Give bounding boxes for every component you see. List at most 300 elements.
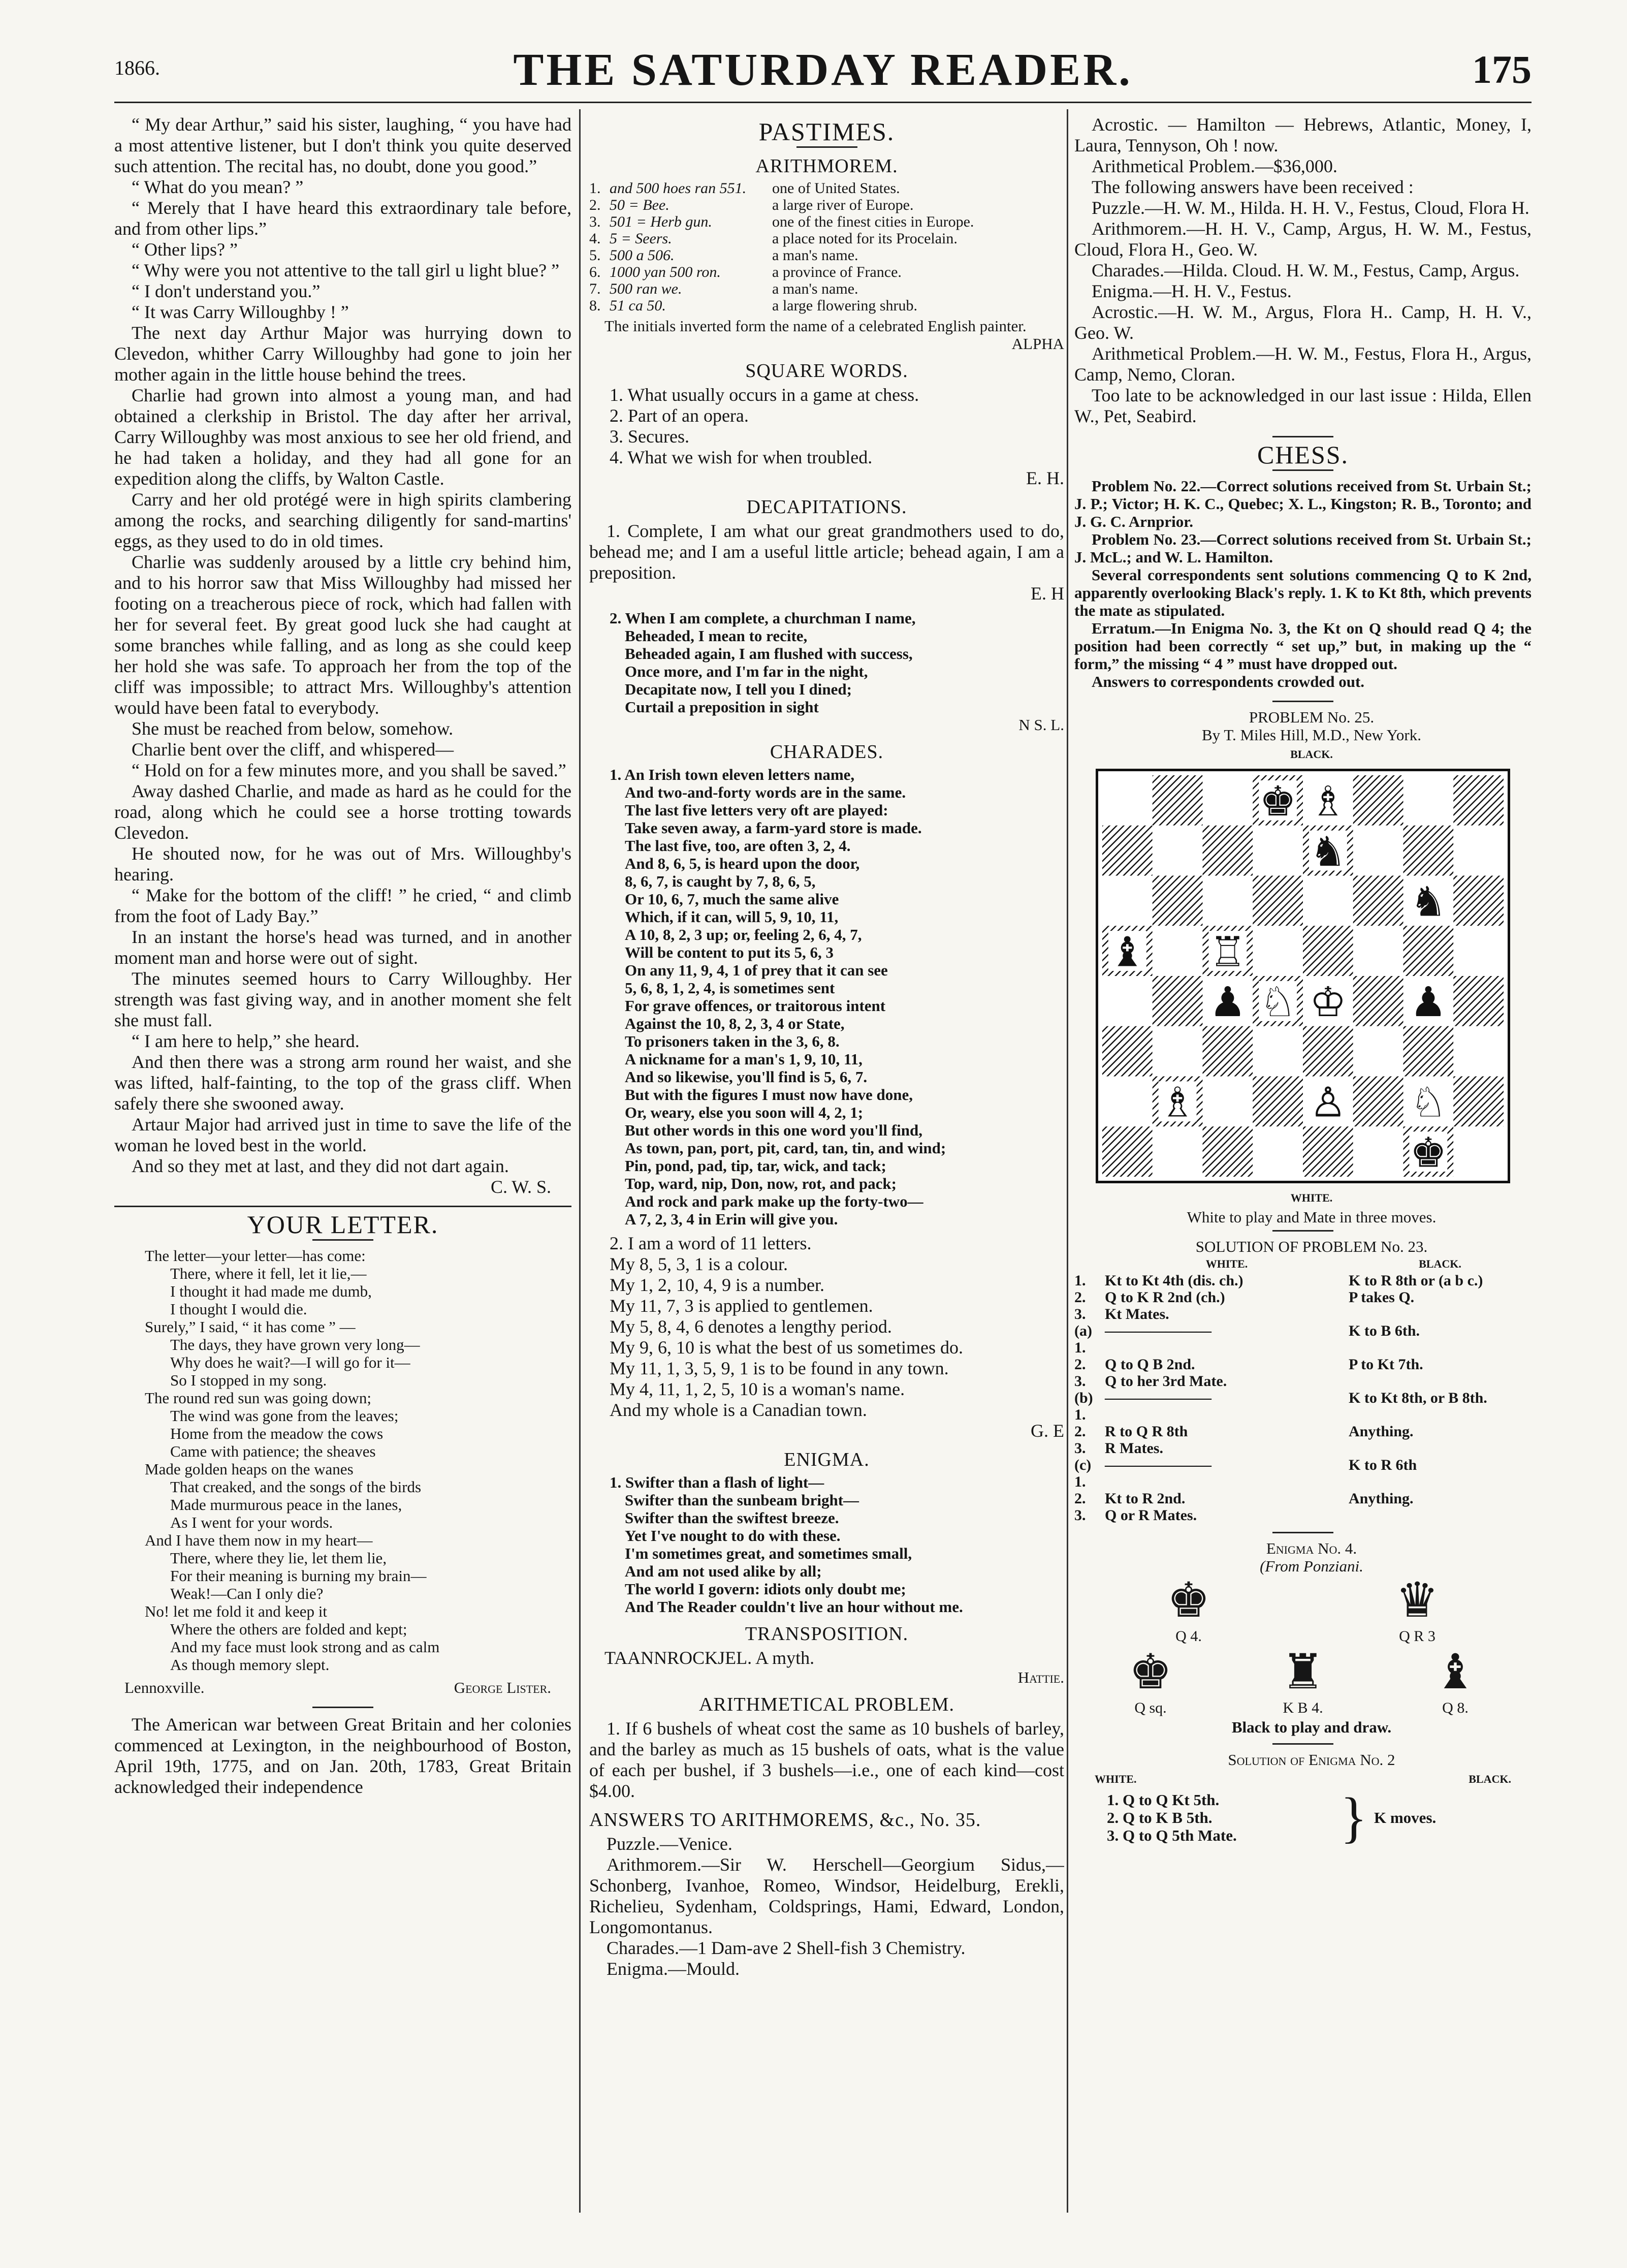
arith-clue: 501 = Herb gun. (610, 213, 712, 230)
answers-received-line: Charades.—Hilda. Cloud. H. W. M., Festus, Camp, Argus. (1092, 260, 1520, 280)
solution-black: P to Kt 7th. (1349, 1356, 1423, 1373)
story-paragraph: “ Why were you not attentive to the tall girl u light blue? ” (132, 260, 560, 280)
charade-line: 1. An Irish town eleven letters name, (610, 766, 855, 783)
enigma2-title: Solution of Enigma No. 2 (1228, 1751, 1395, 1769)
decapitation-line: Decapitate now, I tell you I dined; (625, 680, 852, 698)
board-square (1102, 976, 1153, 1026)
square-word: 1. What usually occurs in a game at chess. (610, 385, 919, 405)
board-square (1253, 1126, 1303, 1177)
enigma-line: Swifter than the sunbeam bright— (625, 1491, 859, 1509)
solution-white: Kt Mates. (1105, 1306, 1169, 1322)
chess-board (1096, 769, 1510, 1183)
problem-title: PROBLEM No. 25. (1249, 708, 1375, 726)
solution-white: Q to K R 2nd (ch.) (1105, 1289, 1225, 1306)
charade-line: 2. I am a word of 11 letters. (610, 1233, 812, 1253)
answers-title: ANSWERS TO ARITHMOREMS, &c., No. 35. (589, 1809, 981, 1831)
board-square (1203, 1026, 1253, 1077)
enigma2-move: 1. Q to Q Kt 5th. (1107, 1790, 1220, 1809)
solution-black (1349, 1440, 1532, 1457)
poem-line: There, where they lie, let them lie, (170, 1549, 387, 1567)
enigma4-square-label: Q sq. (1134, 1699, 1167, 1716)
arith-answer: a large flowering shrub. (772, 297, 918, 314)
board-square (1353, 1077, 1403, 1127)
charade-line: Pin, pond, pad, tip, tar, wick, and tack; (625, 1157, 886, 1175)
poem-line: As I went for your words. (170, 1514, 333, 1531)
answers-received-line: Arithmetical Problem.—$36,000. (1092, 156, 1337, 176)
board-square (1253, 926, 1303, 976)
poem-line: For their meaning is burning my brain— (170, 1567, 427, 1585)
enigma4-piece (1167, 1575, 1210, 1647)
arith-num: 4. (589, 230, 601, 247)
enigma-title: ENIGMA. (784, 1449, 870, 1470)
column-chess (1074, 114, 1532, 2213)
solution-num: 3. (1074, 1306, 1086, 1322)
title-rule (1272, 469, 1333, 471)
solution-white: Kt to Kt 4th (dis. ch.) (1105, 1272, 1243, 1289)
problem-caption: White to play and Mate in three moves. (1187, 1208, 1437, 1226)
story-text (114, 114, 571, 1177)
charade-line: Against the 10, 8, 2, 3, 4 or State, (625, 1015, 845, 1032)
answers-received-line: Too late to be acknowledged in our last issue : Hilda, Ellen W., Pet, Seabird. (1074, 385, 1532, 426)
chess-piece-icon: ♜ (1281, 1645, 1325, 1699)
decapitation-2 (589, 609, 1064, 716)
chess-piece-black: ♚ (1410, 1129, 1447, 1177)
board-square (1453, 1077, 1504, 1127)
board-square (1453, 1026, 1504, 1077)
transposition-signature: Hattie. (1017, 1668, 1064, 1686)
decapitation-line: Beheaded, I mean to recite, (625, 627, 808, 645)
arith-answer: a place noted for its Procelain. (772, 230, 958, 247)
enigma2-move: 2. Q to K B 5th. (1107, 1808, 1213, 1826)
charade-line: To prisoners taken in the 3, 6, 8. (625, 1032, 840, 1050)
charade-line: Take seven away, a farm-yard store is made. (625, 819, 922, 837)
solution-black: K to R 8th or (a b c.) (1349, 1272, 1483, 1289)
charade-line: My 11, 1, 3, 5, 9, 1 is to be found in any town. (610, 1358, 949, 1378)
answer-line: Enigma.—Mould. (607, 1959, 740, 1979)
poem-author: George Lister. (454, 1679, 551, 1696)
board-square (1253, 1026, 1303, 1077)
enigma2-black-head: BLACK. (1469, 1773, 1511, 1785)
solution-title: SOLUTION OF PROBLEM No. 23. (1195, 1238, 1428, 1255)
solution-black (1349, 1507, 1532, 1524)
story-paragraph: “ Make for the bottom of the cliff! ” he cried, “ and climb from the foot of Lady Bay.” (114, 885, 571, 926)
page-number: 175 (1472, 47, 1532, 91)
section-rule (312, 1707, 373, 1708)
board-square (1203, 775, 1253, 826)
charade-line: But other words in this one word you'll find, (625, 1121, 922, 1139)
charade-line: My 9, 6, 10 is what the best of us sometimes do. (610, 1337, 963, 1358)
charade-line: My 1, 2, 10, 4, 9 is a number. (610, 1275, 824, 1295)
board-square (1303, 1126, 1353, 1177)
solution-white: R Mates. (1105, 1440, 1163, 1457)
column-rule (579, 109, 581, 2213)
solution-black (1349, 1373, 1532, 1390)
board-square (1403, 1026, 1454, 1077)
solution-num: (b) 1. (1074, 1390, 1093, 1423)
solution-white: Q or R Mates. (1105, 1507, 1197, 1524)
square-word: 4. What we wish for when troubled. (610, 447, 873, 467)
charade-line: 5, 6, 8, 1, 2, 4, is sometimes sent (625, 979, 835, 997)
enigma4-square-label: Q R 3 (1399, 1628, 1435, 1645)
board-square (1102, 775, 1153, 826)
poem-line: The round red sun was going down; (145, 1389, 371, 1407)
enigma-line: I'm sometimes great, and sometimes small, (625, 1545, 912, 1562)
charade-line: My 8, 5, 3, 1 is a colour. (610, 1254, 788, 1274)
arithmorem-title: ARITHMOREM. (755, 155, 898, 177)
poem-line: As though memory slept. (170, 1656, 330, 1674)
solution-black: K to B 6th. (1349, 1322, 1420, 1339)
story-paragraph: And then there was a strong arm round her waist, and she was lifted, half-fainting, to the top of the grass cliff. When safely there she swooned away. (114, 1052, 571, 1114)
poem-place: Lennoxville. (124, 1679, 205, 1696)
charade-line: And two-and-forty words are in the same. (625, 783, 906, 801)
board-square (1153, 1126, 1203, 1177)
enigma-line: The world I govern: idiots only doubt me; (625, 1580, 906, 1598)
chess-note: Answers to correspondents crowded out. (1092, 673, 1365, 690)
board-square (1303, 1026, 1353, 1077)
arith-clue: 500 a 506. (610, 247, 675, 264)
arithmorem-signature: ALPHA (1011, 335, 1064, 353)
chess-piece-white: ♖ (1209, 928, 1247, 976)
answer-line: Puzzle.—Venice. (607, 1834, 732, 1854)
column-pastimes (589, 114, 1064, 2213)
chess-piece-white: ♗ (1310, 778, 1347, 826)
story-paragraph: “ I am here to help,” she heard. (132, 1031, 360, 1051)
enigma4-square-label: Q 8. (1442, 1699, 1469, 1716)
solution-num: 2. (1074, 1289, 1086, 1306)
answers-received-line: Acrostic.—H. W. M., Argus, Flora H.. Camp, H. H. V., Geo. W. (1074, 302, 1532, 343)
arith-answer: a province of France. (772, 264, 902, 280)
decapitations-title: DECAPITATIONS. (746, 496, 907, 518)
poem-line: The wind was gone from the leaves; (170, 1407, 399, 1425)
charade-line: The last five letters very oft are played: (625, 801, 888, 819)
decapitation-line: Once more, and I'm far in the night, (625, 663, 868, 680)
charade-2 (589, 1233, 1064, 1421)
charade-line: A 10, 8, 2, 3 up; or, feeling 2, 6, 4, 7, (625, 926, 862, 943)
enigma2-moves (1090, 1791, 1333, 1844)
enigma4-piece (1395, 1575, 1439, 1647)
poem-line: Where the others are folded and kept; (170, 1620, 407, 1638)
charade-line: A 7, 2, 3, 4 in Erin will give you. (625, 1210, 838, 1228)
poem-line: I thought it had made me dumb, (170, 1282, 372, 1300)
arithmetical-problem-text: 1. If 6 bushels of wheat cost the same as 10 bushels of barley, and the barley as much as 15 bushels of oats, what is the value of each per bushel, if 3 bushels—i.e., one of each kind—cost $4.00. (589, 1718, 1064, 1801)
problem-author: By T. Miles Hill, M.D., New York. (1201, 726, 1422, 744)
enigma-line: Yet I've nought to do with these. (625, 1527, 841, 1545)
poem-line: Why does he wait?—I will go for it— (170, 1353, 410, 1371)
charade-line: And rock and park make up the forty-two— (625, 1192, 923, 1210)
board-square (1353, 876, 1403, 926)
story-paragraph: She must be reached from below, somehow. (132, 718, 454, 739)
story-paragraph: Artaur Major had arrived just in time to save the life of the woman he loved best in the world. (114, 1114, 571, 1155)
chess-piece-black: ♟ (1410, 979, 1447, 1026)
answers-received-line: Enigma.—H. H. V., Festus. (1092, 281, 1292, 301)
masthead (114, 41, 1532, 103)
charades-title: CHARADES. (770, 741, 884, 763)
charade-line: And so likewise, you'll find is 5, 6, 7. (625, 1068, 868, 1086)
poem-line: And my face must look strong and as calm (170, 1638, 440, 1656)
story-paragraph: And so they met at last, and they did not dart again. (132, 1156, 509, 1176)
poem-line: That creaked, and the songs of the birds (170, 1478, 422, 1496)
enigma4-row-1 (1074, 1575, 1532, 1647)
decapitation-1-signature: E. H (1031, 583, 1064, 604)
arith-answer: one of United States. (772, 180, 900, 197)
enigma-line: 1. Swifter than a flash of light— (610, 1473, 824, 1491)
chess-piece-black: ♝ (1109, 928, 1146, 976)
poem-line: The letter—your letter—has come: (145, 1247, 366, 1265)
charade-line: 8, 6, 7, is caught by 7, 8, 6, 5, (625, 872, 816, 890)
enigma2-move: 3. Q to Q 5th Mate. (1107, 1826, 1237, 1844)
board-square (1153, 1026, 1203, 1077)
chess-note: Problem No. 23.—Correct solutions received from St. Urbain St.; J. McL.; and W. L. Hamilton. (1074, 530, 1532, 566)
enigma4-caption: Black to play and draw. (1231, 1718, 1392, 1736)
board-square (1102, 876, 1153, 926)
poem-line: Weak!—Can I only die? (170, 1585, 324, 1602)
poem-line: There, where it fell, let it lie,— (170, 1265, 367, 1282)
poem-line: And I have them now in my heart— (145, 1531, 373, 1549)
story-paragraph: “ My dear Arthur,” said his sister, laughing, “ you have had a most attentive listener, but I don't think you quite deserved such attention. The recital has, no doubt, done you good.” (114, 114, 571, 176)
chess-note: Problem No. 22.—Correct solutions received from St. Urbain St.; J. P.; Victor; H. K. C., Quebec; X. L., Kingston; R. B., Toronto; and J. G. C. Arnprior. (1074, 477, 1532, 530)
arith-clue: and 500 hoes ran 551. (610, 180, 747, 197)
board-square (1153, 976, 1203, 1026)
transposition-text: TAANNROCKJEL. A myth. (604, 1648, 815, 1668)
solution-white: Kt to R 2nd. (1105, 1490, 1186, 1507)
solution-white: Q to Q B 2nd. (1105, 1356, 1195, 1373)
board-square (1203, 876, 1253, 926)
answer-line: Arithmorem.—Sir W. Herschell—Georgium Sidus,—Schonberg, Ivanhoe, Romeo, Windsor, Heidelburg, Erekli, Richelieu, Sydenham, Coldsprings, Hami, Edward, London, Longomontanus. (589, 1854, 1064, 1937)
chess-piece-black: ♟ (1209, 979, 1247, 1026)
black-label: BLACK. (1290, 748, 1333, 761)
arith-clue: 51 ca 50. (610, 297, 666, 314)
enigma4-row-2 (1074, 1647, 1532, 1718)
decapitation-line: Beheaded again, I am flushed with success, (625, 645, 913, 663)
board-square (1203, 826, 1253, 876)
chess-piece-white: ♔ (1310, 979, 1347, 1026)
poem-line: Made murmurous peace in the lanes, (170, 1496, 402, 1514)
arith-clue: 1000 yan 500 ron. (610, 264, 721, 280)
story-paragraph: Charlie bent over the cliff, and whispered— (132, 739, 454, 760)
solution-num: 2. (1074, 1356, 1086, 1373)
solution-num: (a) 1. (1074, 1322, 1092, 1356)
enigma-line: And am not used alike by all; (625, 1562, 822, 1580)
story-paragraph: The minutes seemed hours to Carry Willoughby. Her strength was fast giving way, and in another moment she felt she must fall. (114, 968, 571, 1030)
solution-white: ——————— (1105, 1457, 1211, 1473)
story-paragraph: “ Merely that I have heard this extraordinary tale before, and from other lips.” (114, 198, 571, 239)
board-square (1453, 976, 1504, 1026)
board-square (1253, 876, 1303, 926)
board-square (1203, 1077, 1253, 1127)
charade-line: My 11, 7, 3 is applied to gentlemen. (610, 1296, 873, 1316)
charade-line: Will be content to put its 5, 6, 3 (625, 943, 834, 961)
square-word: 2. Part of an opera. (610, 405, 749, 426)
chess-note: Erratum.—In Enigma No. 3, the Kt on Q should read Q 4; the position had been correctly “ set up,” but, in making up the “ form,” the missing “ 4 ” must have dropped out. (1074, 619, 1532, 673)
poem-line: The days, they have grown very long— (170, 1336, 420, 1353)
solution-num: 1. (1074, 1272, 1086, 1289)
arith-answer: one of the finest cities in Europe. (772, 213, 974, 230)
decapitation-1: 1. Complete, I am what our great grandmothers used to do, behead me; and I am a useful little article; behead again, I am a preposition. (589, 521, 1064, 583)
charade-line: For grave offences, or traitorous intent (625, 997, 886, 1015)
charade-line: A nickname for a man's 1, 9, 10, 11, (625, 1050, 863, 1068)
section-rule (114, 1206, 571, 1207)
solution-black: K to Kt 8th, or B 8th. (1349, 1390, 1487, 1406)
board-square (1403, 926, 1454, 976)
enigma4-piece (1281, 1647, 1324, 1718)
poem-line: Home from the meadow the cows (170, 1425, 384, 1442)
board-square (1102, 1077, 1153, 1127)
solution-black: P takes Q. (1349, 1289, 1415, 1306)
story-signature: C. W. S. (490, 1177, 551, 1197)
answers-received-line: The following answers have been received : (1092, 177, 1414, 197)
title-rule (796, 146, 857, 148)
pastimes-title: PASTIMES. (758, 117, 895, 146)
chess-piece-black: ♚ (1259, 778, 1296, 826)
board-square (1353, 976, 1403, 1026)
board-square (1253, 1077, 1303, 1127)
solution-black: Anything. (1349, 1423, 1414, 1440)
arith-clue: 500 ran we. (610, 280, 682, 297)
charade-line: Or 10, 6, 7, much the same alive (625, 890, 839, 908)
chess-piece-black: ♞ (1410, 878, 1447, 926)
brace: } (1340, 1786, 1367, 1848)
chess-piece-icon: ♛ (1395, 1573, 1439, 1627)
arith-clue: 50 = Bee. (610, 197, 669, 213)
chess-title: CHESS. (1257, 440, 1349, 469)
arith-num: 5. (589, 247, 601, 264)
section-rule (1272, 1230, 1333, 1232)
masthead-year: 1866. (114, 56, 160, 79)
solution-black: K to R 6th (1349, 1457, 1417, 1473)
arith-answer: a man's name. (772, 280, 858, 297)
title-rule (312, 1239, 373, 1241)
charade-line: The last five, too, are often 3, 2, 4. (625, 837, 851, 855)
arith-answer: a man's name. (772, 247, 858, 264)
board-square (1353, 1026, 1403, 1077)
answer-line: Charades.—1 Dam-ave 2 Shell-fish 3 Chemistry. (607, 1938, 966, 1958)
solution-num: 3. (1074, 1507, 1086, 1524)
enigma2-white-head: WHITE. (1095, 1773, 1137, 1785)
board-square (1353, 926, 1403, 976)
solution-num: 3. (1074, 1440, 1086, 1457)
charade-1 (589, 766, 1064, 1228)
poem-line: So I stopped in my song. (170, 1371, 327, 1389)
answers-received-line: Arithmetical Problem.—H. W. M., Festus, Flora H., Argus, Camp, Nemo, Cloran. (1074, 343, 1532, 385)
masthead-title: THE SATURDAY READER. (513, 45, 1133, 95)
answers-received-line: Puzzle.—H. W. M., Hilda. H. H. V., Festus, Cloud, Flora H. (1092, 198, 1529, 218)
poem-line: Surely,” I said, “ it has come ” — (145, 1318, 356, 1336)
decapitation-line: Curtail a preposition in sight (625, 698, 819, 716)
board-square (1102, 1026, 1153, 1077)
arith-num: 2. (589, 197, 601, 213)
board-square (1403, 826, 1454, 876)
story-paragraph: Charlie was suddenly aroused by a little cry behind him, and to his horror saw that Miss Willoughby had missed her footing on a treacherous piece of rock, which had fallen with her for several feet. By great good luck she had caught at some branches while falling, and as long as she could keep her hold she was safe. To approach her from the top of the cliff was impossible; to attract Mrs. Willoughby's attention would have been fatal to everybody. (114, 552, 571, 718)
charade-line: Top, ward, nip, Don, now, rot, and pack; (625, 1175, 897, 1192)
chess-piece-white: ♙ (1310, 1079, 1347, 1127)
poem-line: I thought I would die. (170, 1300, 307, 1318)
charade-2-signature: G. E (1031, 1421, 1064, 1441)
board-square (1353, 1126, 1403, 1177)
board-square (1303, 876, 1353, 926)
arith-num: 1. (589, 180, 601, 197)
poem-line: Made golden heaps on the wanes (145, 1460, 354, 1478)
chess-piece-icon: ♝ (1433, 1645, 1477, 1699)
letter-title: YOUR LETTER. (247, 1210, 439, 1239)
square-words-list (589, 385, 1064, 468)
charade-line: And my whole is a Canadian town. (610, 1400, 867, 1420)
section-rule (1272, 1743, 1333, 1745)
story-paragraph: The next day Arthur Major was hurrying down to Clevedon, whither Carry Willoughby had gone to join her mother again in the little house behind the trees. (114, 323, 571, 385)
enigma4-piece (1433, 1647, 1477, 1718)
poem-line: No! let me fold it and keep it (145, 1602, 327, 1620)
solution-white: ——————— (1105, 1390, 1211, 1406)
column-story (114, 114, 571, 2213)
chess-piece-icon: ♚ (1167, 1573, 1210, 1627)
story-paragraph: He shouted now, for he was out of Mrs. Willoughby's hearing. (114, 843, 571, 885)
chess-board-diagram (1102, 775, 1504, 1177)
story-paragraph: “ It was Carry Willoughby ! ” (132, 302, 349, 322)
arith-num: 6. (589, 264, 601, 280)
board-square (1353, 775, 1403, 826)
enigma4-square-label: K B 4. (1283, 1699, 1323, 1716)
chess-piece-black: ♞ (1310, 828, 1347, 876)
charade-line: On any 11, 9, 4, 1 of prey that it can see (625, 961, 888, 979)
solution-white: R to Q R 8th (1105, 1423, 1188, 1440)
board-square (1453, 826, 1504, 876)
square-word: 3. Secures. (610, 426, 689, 447)
charade-line: Or, weary, else you soon will 4, 2, 1; (625, 1104, 864, 1121)
board-square (1102, 826, 1153, 876)
solution-num: 2. (1074, 1423, 1086, 1440)
charade-line: As town, pan, port, pit, card, tan, tin, and wind; (625, 1139, 946, 1157)
enigma2-black-move: K moves. (1374, 1808, 1437, 1826)
solution-white-head: WHITE. (1205, 1257, 1248, 1270)
enigma4-title: Enigma No. 4. (1266, 1539, 1357, 1557)
enigma4-square-label: Q 4. (1175, 1628, 1202, 1645)
column-rule (1067, 109, 1068, 2213)
transposition-title: TRANSPOSITION. (745, 1623, 909, 1645)
arithmetical-problem-title: ARITHMETICAL PROBLEM. (698, 1694, 955, 1715)
board-square (1153, 775, 1203, 826)
square-words-title: SQUARE WORDS. (745, 360, 908, 382)
charade-line: My 5, 8, 4, 6 denotes a lengthy period. (610, 1316, 892, 1337)
story-paragraph: Charlie had grown into almost a young man, and had obtained a clerkship in Bristol. The day after her arrival, Carry Willoughby was most anxious to see her old friend, and he had taken a holiday, and they had all gone for an expedition along the cliffs, by Walton Castle. (114, 385, 571, 489)
chess-piece-white: ♗ (1159, 1079, 1196, 1127)
solution-num: 2. (1074, 1490, 1086, 1507)
story-paragraph: Away dashed Charlie, and made as hard as he could for the road, along which he could see a horse trotting towards Clevedon. (114, 781, 571, 843)
solution-num: (c) 1. (1074, 1457, 1092, 1490)
story-paragraph: “ I don't understand you.” (132, 281, 321, 301)
poem (114, 1247, 571, 1674)
board-square (1403, 775, 1454, 826)
board-square (1453, 926, 1504, 976)
arith-answer: a large river of Europe. (772, 197, 914, 213)
story-paragraph: “ What do you mean? ” (132, 177, 304, 197)
section-rule (1272, 436, 1333, 437)
section-rule (1272, 1532, 1333, 1533)
poem-line: Came with patience; the sheaves (170, 1442, 376, 1460)
board-square (1453, 775, 1504, 826)
story-paragraph: Carry and her old protégé were in high spirits clambering among the rocks, and searching diligently for sand-martins' eggs, as they used to do in old times. (114, 489, 571, 551)
chess-note: Several correspondents sent solutions commencing Q to K 2nd, apparently overlooking Black's reply. 1. K to Kt 8th, which prevents the mate as stipulated. (1074, 566, 1532, 619)
answers-received (1074, 114, 1532, 427)
solution-num: 3. (1074, 1373, 1086, 1390)
board-square (1353, 826, 1403, 876)
board-square (1303, 926, 1353, 976)
answers-received-line: Acrostic. — Hamilton — Hebrews, Atlantic, Money, I, Laura, Tennyson, Oh ! now. (1074, 114, 1532, 155)
solution-table (1074, 1272, 1532, 1524)
chess-piece-white: ♘ (1410, 1079, 1447, 1127)
board-square (1453, 1126, 1504, 1177)
arithmorem-note: The initials inverted form the name of a celebrated English painter. (604, 317, 1027, 335)
board-square (1102, 1126, 1153, 1177)
board-square (1153, 826, 1203, 876)
